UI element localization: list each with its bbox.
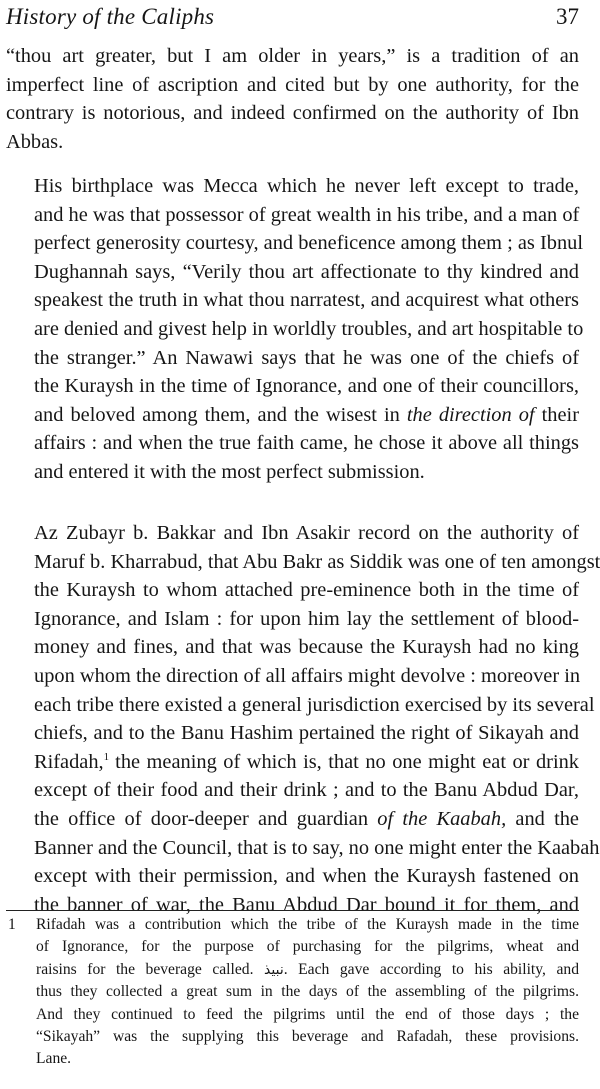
text-line: the banner of war, the Banu Abdud Dar bound it for them, and bbox=[34, 893, 579, 916]
page-header bbox=[6, 4, 579, 34]
paragraph-3 bbox=[6, 519, 600, 919]
text-line: Ignorance, and Islam : for upon him lay the settlement of blood- bbox=[34, 607, 579, 630]
footnote-line: of Ignorance, for the purpose of purchasing for the pilgrims, wheat and bbox=[36, 938, 579, 956]
text-line: the Kuraysh in the time of Ignorance, and one of their councillors, bbox=[34, 375, 579, 398]
text-line: upon whom the direction of all affairs might devolve : moreover in bbox=[34, 664, 581, 687]
text-line bbox=[6, 748, 579, 777]
footnote-reference[interactable]: 1 bbox=[103, 750, 110, 763]
text-line: money and fines, and that was because the Kuraysh had no king bbox=[34, 636, 579, 659]
arabic-word: نبيذ bbox=[264, 961, 284, 978]
footnote-line: Rifadah was a contribution which the tribe of the Kuraysh made in the time bbox=[36, 916, 579, 933]
text-line: and entered it with the most perfect submission. bbox=[34, 460, 425, 483]
text-line: perfect generosity courtesy, and beneficence among them ; as Ibnul bbox=[34, 232, 584, 255]
text-line: Dughannah says, “Verily thou art affectionate to thy kindred and bbox=[34, 260, 579, 283]
text-line bbox=[6, 401, 579, 430]
text-line: Abbas. bbox=[6, 130, 64, 153]
footnote-line: “Sikayah” was the supplying this beverage and Rafadah, these provisions. bbox=[36, 1028, 579, 1046]
text-line: each tribe there existed a general jurisdiction exercised by its several bbox=[34, 693, 595, 716]
text-line: are denied and givest help in worldly troubles, and art hospitable to bbox=[34, 317, 584, 340]
text-run: and beloved among them, and the wisest in bbox=[34, 403, 407, 426]
footnote-marker: 1 bbox=[8, 916, 16, 933]
italic-phrase: the direction of bbox=[406, 403, 535, 426]
text-run: raisins for the beverage called. bbox=[36, 960, 265, 978]
footnote-line: And they continued to feed the pilgrims until the end of those days ; the bbox=[36, 1005, 579, 1023]
text-line: chiefs, and to the Banu Hashim pertained the right of Sikayah and bbox=[34, 722, 579, 745]
text-line: “thou art greater, but I am older in years,” is a tradition of an bbox=[6, 45, 579, 67]
text-run: and the bbox=[506, 807, 579, 830]
text-line: Banner and the Council, that is to say, no one might enter the Kaabah bbox=[34, 836, 600, 859]
text-run: their bbox=[534, 403, 580, 426]
text-run: the meaning of which is, that no one might eat or drink bbox=[115, 750, 579, 773]
text-line: imperfect line of ascription and cited but by one authority, for the bbox=[6, 73, 579, 96]
text-line: except of their food and their drink ; and to the Banu Abdud Dar, bbox=[34, 779, 579, 802]
footnote-line: Lane. bbox=[36, 1050, 72, 1068]
text-line: affairs : and when the true faith came, he chose it above all things bbox=[34, 432, 579, 455]
footnote-line bbox=[36, 959, 579, 981]
text-run: Rifadah, bbox=[34, 750, 104, 773]
footnote-divider bbox=[6, 910, 579, 911]
text-line: contrary is notorious, and indeed confirmed on the authority of Ibn bbox=[6, 102, 579, 125]
text-line: Az Zubayr b. Bakkar and Ibn Asakir record on the authority of bbox=[34, 522, 579, 544]
text-line: His birthplace was Mecca which he never left except to trade, bbox=[34, 175, 579, 197]
text-line: Maruf b. Kharrabud, that Abu Bakr as Siddik was one of ten amongst bbox=[34, 550, 600, 573]
running-title: History of the Caliphs bbox=[6, 4, 215, 29]
footnote-line: thus they collected a great sum in the days of the assembling of the pilgrims. bbox=[36, 983, 579, 1001]
text-line: and he was that possessor of great wealth in his tribe, and a man of bbox=[34, 203, 580, 226]
footnote bbox=[6, 914, 579, 1071]
footnote-text bbox=[36, 914, 579, 1071]
page-number: 37 bbox=[556, 4, 579, 29]
text-line: the Kuraysh to whom attached pre-eminence both in the time of bbox=[34, 579, 579, 602]
paragraph-2 bbox=[6, 172, 584, 487]
text-line: the stranger.” An Nawawi says that he was one of the chiefs of bbox=[34, 346, 579, 369]
text-line: speakest the truth in what thou narratest, and acquirest what others bbox=[34, 289, 579, 312]
text-line bbox=[6, 805, 579, 834]
text-run: the office of door-deeper and guardian bbox=[34, 807, 378, 830]
text-run: . Each gave according to his ability, and bbox=[283, 960, 579, 978]
italic-phrase: of the Kaabah, bbox=[377, 807, 507, 830]
text-line: except with their permission, and when the Kuraysh fastened on bbox=[34, 865, 579, 888]
paragraph-1 bbox=[6, 42, 579, 156]
